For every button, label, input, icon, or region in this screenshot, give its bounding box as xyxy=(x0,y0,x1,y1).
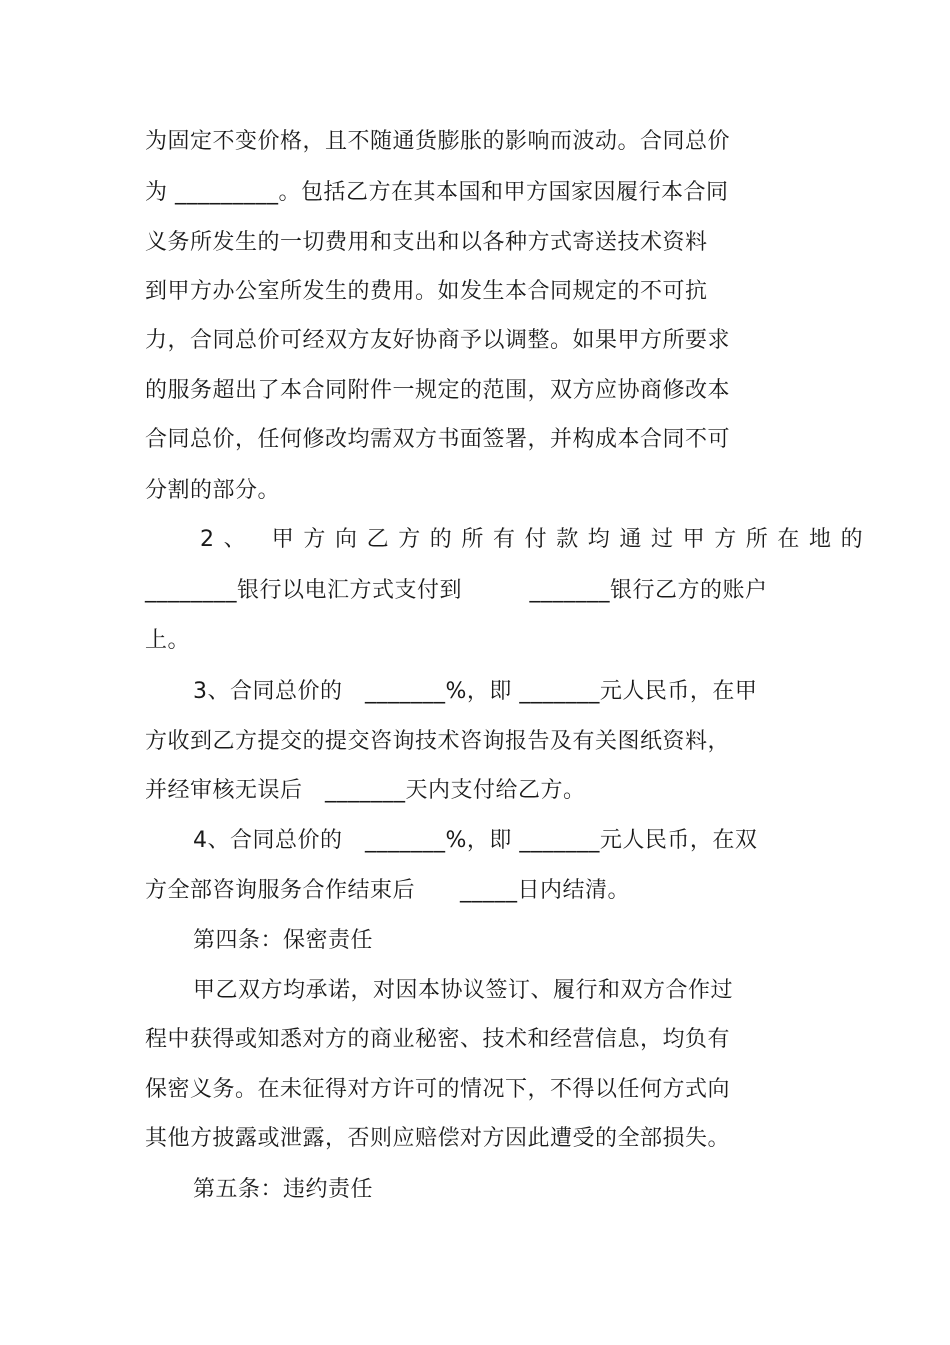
paragraph-line: 上。 xyxy=(145,628,191,653)
paragraph-line: 义务所发生的一切费用和支出和以各种方式寄送技术资料 xyxy=(145,230,708,255)
clause-4-line: 4、合同总价的 _______%，即 _______元人民币，在双 xyxy=(193,828,758,853)
paragraph-line: 并经审核无误后 _______天内支付给乙方。 xyxy=(145,778,586,803)
paragraph-line: 分割的部分。 xyxy=(145,478,281,503)
paragraph-line: 力，合同总价可经双方友好协商予以调整。如果甲方所要求 xyxy=(145,328,731,353)
section-heading: 第四条：保密责任 xyxy=(193,928,374,953)
paragraph-line: 甲乙双方均承诺，对因本协议签订、履行和双方合作过 xyxy=(193,978,734,1003)
paragraph-line: 到甲方办公室所发生的费用。如发生本合同规定的不可抗 xyxy=(145,279,708,304)
paragraph-line: 方全部咨询服务合作结束后 _____日内结清。 xyxy=(145,878,631,903)
paragraph-line: 方收到乙方提交的提交咨询技术咨询报告及有关图纸资料， xyxy=(145,729,731,754)
paragraph-line: 合同总价，任何修改均需双方书面签署，并构成本合同不可 xyxy=(145,427,731,452)
clause-2-line: 2、 甲方向乙方的所有付款均通过甲方所在地的 xyxy=(200,527,873,552)
paragraph-line: 为 _________。包括乙方在其本国和甲方国家因履行本合同 xyxy=(145,180,729,205)
paragraph-line: 为固定不变价格，且不随通货膨胀的影响而波动。合同总价 xyxy=(145,129,731,154)
clause-3-line: 3、合同总价的 _______%，即 _______元人民币，在甲 xyxy=(193,679,758,704)
paragraph-line: 保密义务。在未征得对方许可的情况下，不得以任何方式向 xyxy=(145,1077,731,1102)
paragraph-line: 程中获得或知悉对方的商业秘密、技术和经营信息，均负有 xyxy=(145,1027,731,1052)
paragraph-line: 的服务超出了本合同附件一规定的范围，双方应协商修改本 xyxy=(145,378,731,403)
section-heading: 第五条：违约责任 xyxy=(193,1177,374,1202)
paragraph-line: 其他方披露或泄露，否则应赔偿对方因此遭受的全部损失。 xyxy=(145,1126,731,1151)
paragraph-line: ________银行以电汇方式支付到 _______银行乙方的账户 xyxy=(145,578,768,603)
